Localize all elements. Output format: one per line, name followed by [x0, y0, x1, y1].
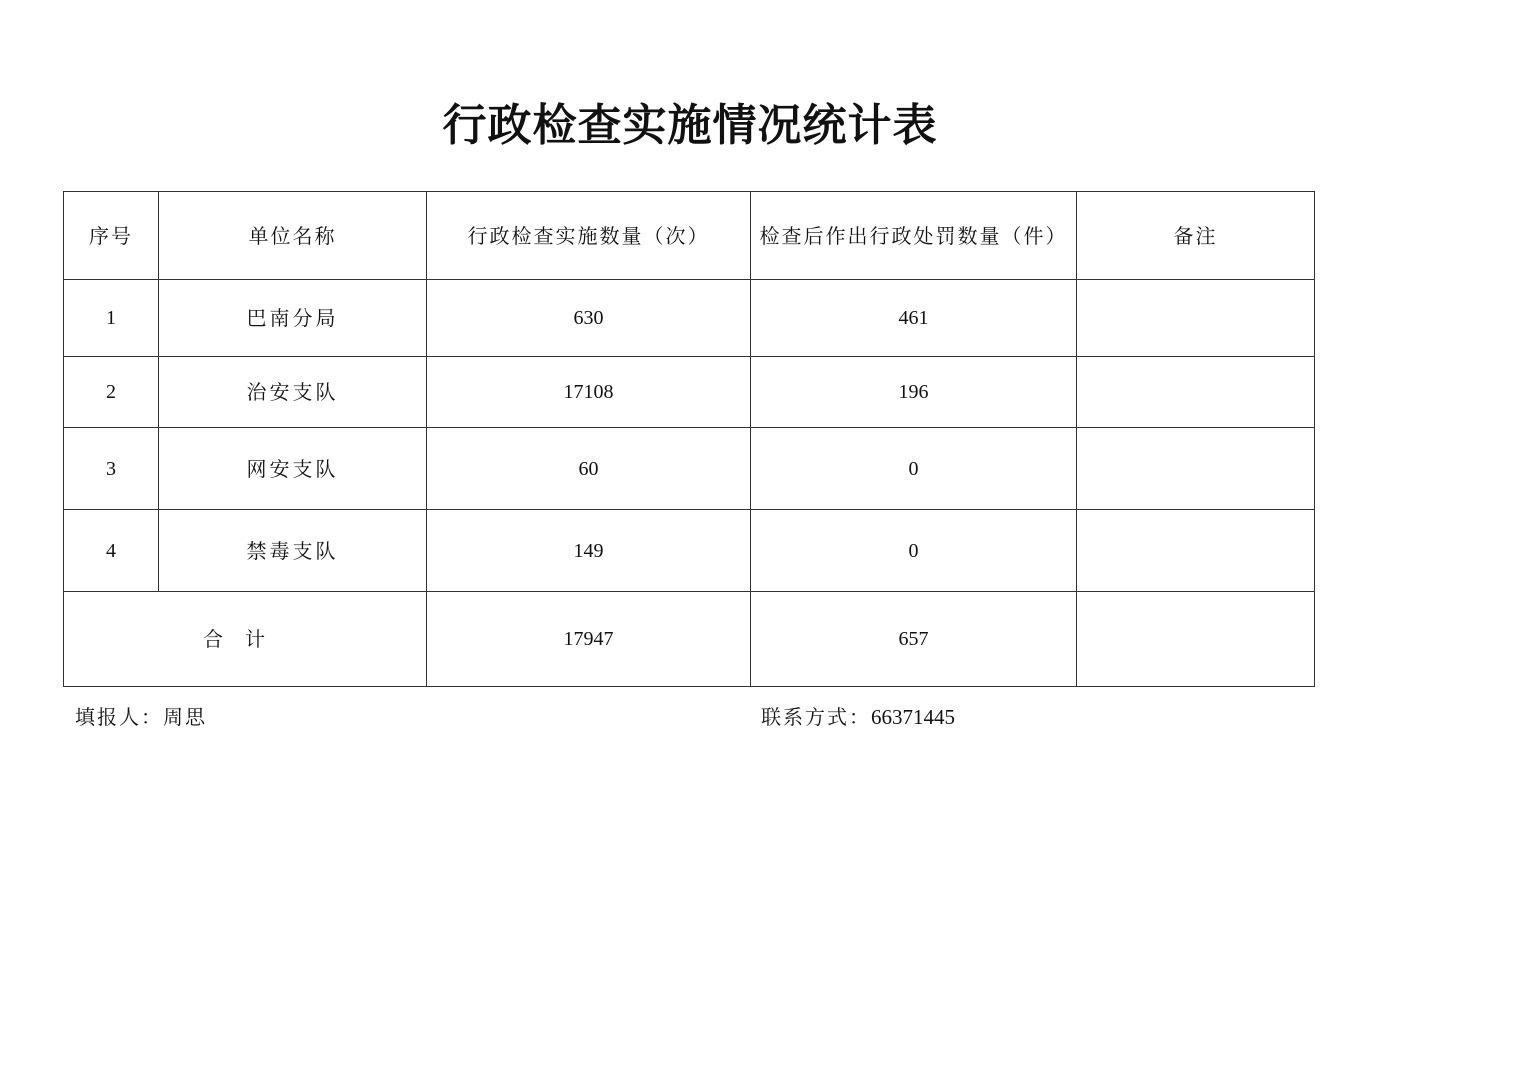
header-penalty-count: 检查后作出行政处罚数量（件）	[751, 192, 1077, 280]
cell-penalty-count: 461	[751, 280, 1077, 357]
contact-info	[761, 704, 955, 730]
cell-inspection-count: 17108	[427, 357, 751, 428]
page-title: 行政检查实施情况统计表	[442, 100, 938, 151]
cell-seq: 4	[64, 510, 159, 592]
header-seq: 序号	[64, 192, 159, 280]
table-row	[64, 428, 1315, 510]
total-label: 合计	[64, 592, 427, 687]
cell-remarks	[1077, 510, 1315, 592]
cell-penalty-count: 0	[751, 428, 1077, 510]
cell-unit-name: 治安支队	[159, 357, 427, 428]
cell-unit-name: 禁毒支队	[159, 510, 427, 592]
cell-seq: 1	[64, 280, 159, 357]
cell-seq: 3	[64, 428, 159, 510]
total-inspection-count: 17947	[427, 592, 751, 687]
contact-label: 联系方式：	[761, 705, 871, 729]
table-total-row	[64, 592, 1315, 687]
cell-unit-name: 网安支队	[159, 428, 427, 510]
filler-label: 填报人：	[75, 705, 163, 729]
header-remarks: 备注	[1077, 192, 1315, 280]
table-row	[64, 280, 1315, 357]
statistics-table	[63, 191, 1315, 687]
total-penalty-count: 657	[751, 592, 1077, 687]
cell-penalty-count: 0	[751, 510, 1077, 592]
cell-seq: 2	[64, 357, 159, 428]
filler-name: 周思	[163, 705, 207, 729]
cell-unit-name: 巴南分局	[159, 280, 427, 357]
cell-remarks	[1077, 428, 1315, 510]
filler-info	[75, 704, 207, 730]
cell-remarks	[1077, 280, 1315, 357]
cell-inspection-count: 60	[427, 428, 751, 510]
table-row	[64, 510, 1315, 592]
cell-remarks	[1077, 357, 1315, 428]
contact-phone: 66371445	[871, 705, 955, 729]
header-unit-name: 单位名称	[159, 192, 427, 280]
table-header-row	[64, 192, 1315, 280]
header-inspection-count: 行政检查实施数量（次）	[427, 192, 751, 280]
cell-inspection-count: 630	[427, 280, 751, 357]
total-remarks	[1077, 592, 1315, 687]
table-row	[64, 357, 1315, 428]
cell-inspection-count: 149	[427, 510, 751, 592]
cell-penalty-count: 196	[751, 357, 1077, 428]
